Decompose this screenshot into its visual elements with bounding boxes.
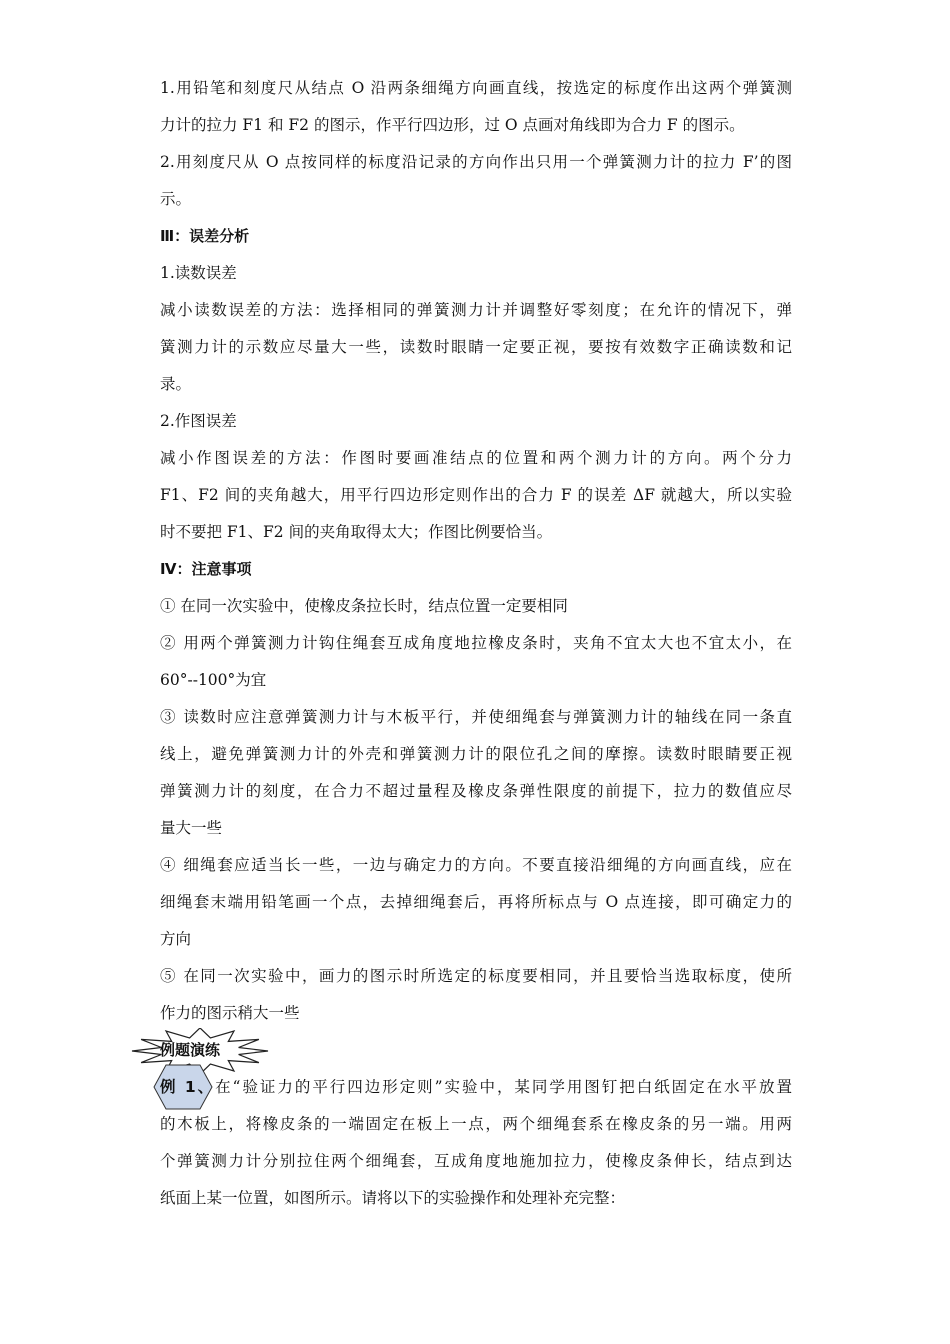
text-line: 方向 <box>160 930 192 948</box>
text-line: 弹簧测力计的刻度，在合力不超过量程及橡皮条弹性限度的前提下，拉力的数值应尽 <box>160 782 792 800</box>
text-line: 个弹簧测力计分别拉住两个细绳套，互成角度地施加拉力，使橡皮条伸长，结点到达 <box>160 1152 792 1170</box>
text-line: 减小作图误差的方法：作图时要画准结点的位置和两个测力计的方向。两个分力 <box>160 449 792 467</box>
text-line: 1.读数误差 <box>160 264 237 282</box>
text-line: ① 在同一次实验中，使橡皮条拉长时，结点位置一定要相同 <box>160 597 568 615</box>
text-line: 簧测力计的示数应尽量大一些，读数时眼睛一定要正视，要按有效数字正确读数和记 <box>160 338 792 356</box>
section-heading: Ⅲ：误差分析 <box>160 227 250 245</box>
example-label: 例 1、 <box>160 1078 216 1096</box>
section-heading: Ⅳ：注意事项 <box>160 560 252 578</box>
text-line: 减小读数误差的方法：选择相同的弹簧测力计并调整好零刻度；在允许的情况下，弹 <box>160 301 792 319</box>
text-line: 1.用铅笔和刻度尺从结点 O 沿两条细绳方向画直线，按选定的标度作出这两个弹簧测 <box>160 79 792 97</box>
text-line: F1、F2 间的夹角越大，用平行四边形定则作出的合力 F 的误差 ΔF 就越大，所以实验 <box>160 486 792 504</box>
text-line: 作力的图示稍大一些 <box>160 1004 300 1022</box>
text-line: 示。 <box>160 190 192 208</box>
text-line: ③ 读数时应注意弹簧测力计与木板平行，并使细绳套与弹簧测力计的轴线在同一条直 <box>160 708 792 726</box>
section-badge <box>160 1032 792 1069</box>
body-text <box>160 70 792 1032</box>
text-line: 量大一些 <box>160 819 223 837</box>
text-line: 录。 <box>160 375 192 393</box>
text-line: 60°--100°为宜 <box>160 671 267 689</box>
text-line: ② 用两个弹簧测力计钩住绳套互成角度地拉橡皮条时，夹角不宜太大也不宜太小，在 <box>160 634 792 652</box>
section-badge-label: 例题演练 <box>160 1041 221 1059</box>
example-text <box>160 1106 792 1217</box>
text-line: 时不要把 F1、F2 间的夹角取得太大；作图比例要恰当。 <box>160 523 553 541</box>
example-first-line <box>160 1069 792 1106</box>
text-line: 2.作图误差 <box>160 412 237 430</box>
text-line: 的木板上，将橡皮条的一端固定在板上一点，两个细绳套系在橡皮条的另一端。用两 <box>160 1115 792 1133</box>
example-first-text: 在“验证力的平行四边形定则”实验中，某同学用图钉把白纸固定在水平放置 <box>215 1078 792 1096</box>
text-line: 细绳套末端用铅笔画一个点，去掉细绳套后，再将所标点与 O 点连接，即可确定力的 <box>160 893 792 911</box>
text-line: 线上，避免弹簧测力计的外壳和弹簧测力计的限位孔之间的摩擦。读数时眼睛要正视 <box>160 745 792 763</box>
document-page <box>160 70 792 1217</box>
text-line: ④ 细绳套应适当长一些，一边与确定力的方向。不要直接沿细绳的方向画直线，应在 <box>160 856 792 874</box>
text-line: 力计的拉力 F1 和 F2 的图示，作平行四边形，过 O 点画对角线即为合力 F 的图示。 <box>160 116 745 134</box>
text-line: 纸面上某一位置，如图所示。请将以下的实验操作和处理补充完整： <box>160 1189 626 1207</box>
text-line: 2.用刻度尺从 O 点按同样的标度沿记录的方向作出只用一个弹簧测力计的拉力 F’的图 <box>160 153 792 171</box>
text-line: ⑤ 在同一次实验中，画力的图示时所选定的标度要相同，并且要恰当选取标度，使所 <box>160 967 792 985</box>
